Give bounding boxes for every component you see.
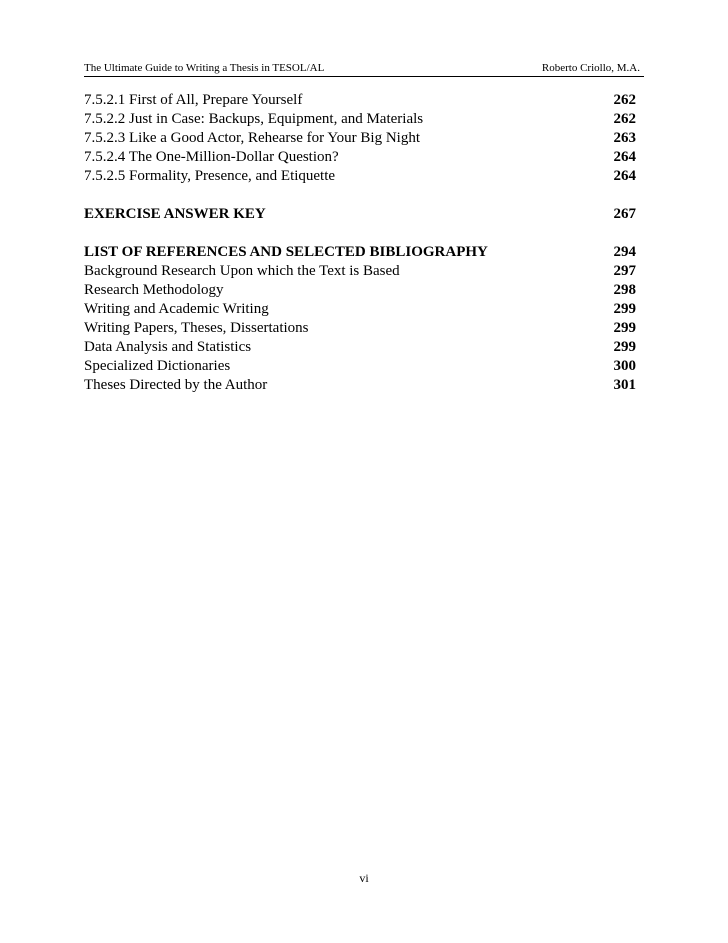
toc-entry-page: 301 <box>613 377 636 393</box>
toc-entry-title: Data Analysis and Statistics <box>84 339 252 355</box>
toc-entry-title: 7.5.2.5 Formality, Presence, and Etiquette <box>84 168 336 184</box>
header-author: Roberto Criollo, M.A. <box>541 62 640 74</box>
toc-entry-title: 7.5.2.2 Just in Case: Backups, Equipment, and Materials <box>84 111 424 127</box>
page-number: vi <box>359 871 369 885</box>
toc-entry-title: 7.5.2.3 Like a Good Actor, Rehearse for Your Big Night <box>84 130 421 146</box>
toc-entry <box>84 262 636 281</box>
toc-entry <box>84 91 636 110</box>
toc-entry-title: Writing and Academic Writing <box>84 301 269 317</box>
toc-entry-title: EXERCISE ANSWER KEY <box>84 206 266 222</box>
toc-entry-title: Specialized Dictionaries <box>84 358 231 374</box>
toc-entry-title: LIST OF REFERENCES AND SELECTED BIBLIOGRAPHY <box>84 244 488 260</box>
toc-entry-page: 263 <box>613 130 636 146</box>
toc-entry <box>84 110 636 129</box>
toc-entry <box>84 319 636 338</box>
toc-entry-page: 298 <box>613 282 636 298</box>
toc-entry-page: 299 <box>613 320 636 336</box>
toc-entry-title: Writing Papers, Theses, Dissertations <box>84 320 309 336</box>
toc-entry-title: Research Methodology <box>84 282 224 298</box>
toc-section-references <box>84 243 636 395</box>
toc-entry <box>84 281 636 300</box>
toc-entry-page: 294 <box>613 244 636 260</box>
toc-section-exercise <box>84 205 636 224</box>
toc-section-7-5-2 <box>84 91 636 186</box>
toc-entry <box>84 357 636 376</box>
toc-main-entry-exercise-key <box>84 205 636 224</box>
toc-entry-page: 262 <box>613 111 636 127</box>
table-of-contents <box>84 91 636 395</box>
toc-entry <box>84 129 636 148</box>
header-book-title: The Ultimate Guide to Writing a Thesis in TESOL/AL <box>84 62 325 74</box>
toc-entry-page: 262 <box>613 92 636 108</box>
toc-entry-title: 7.5.2.1 First of All, Prepare Yourself <box>84 92 303 108</box>
toc-entry-page: 267 <box>613 206 636 222</box>
toc-entry-page: 264 <box>613 168 636 184</box>
toc-entry <box>84 376 636 395</box>
toc-entry-page: 300 <box>613 358 636 374</box>
toc-entry <box>84 167 636 186</box>
running-header <box>84 60 644 77</box>
toc-entry-title: Background Research Upon which the Text is Based <box>84 263 400 279</box>
toc-entry-page: 299 <box>613 301 636 317</box>
toc-entry <box>84 338 636 357</box>
toc-entry-title: Theses Directed by the Author <box>84 377 268 393</box>
toc-entry-page: 299 <box>613 339 636 355</box>
toc-entry <box>84 148 636 167</box>
toc-entry-page: 297 <box>613 263 636 279</box>
toc-entry-title: 7.5.2.4 The One-Million-Dollar Question? <box>84 149 339 165</box>
toc-main-entry-references <box>84 243 636 262</box>
toc-entry <box>84 300 636 319</box>
toc-entry-page: 264 <box>613 149 636 165</box>
